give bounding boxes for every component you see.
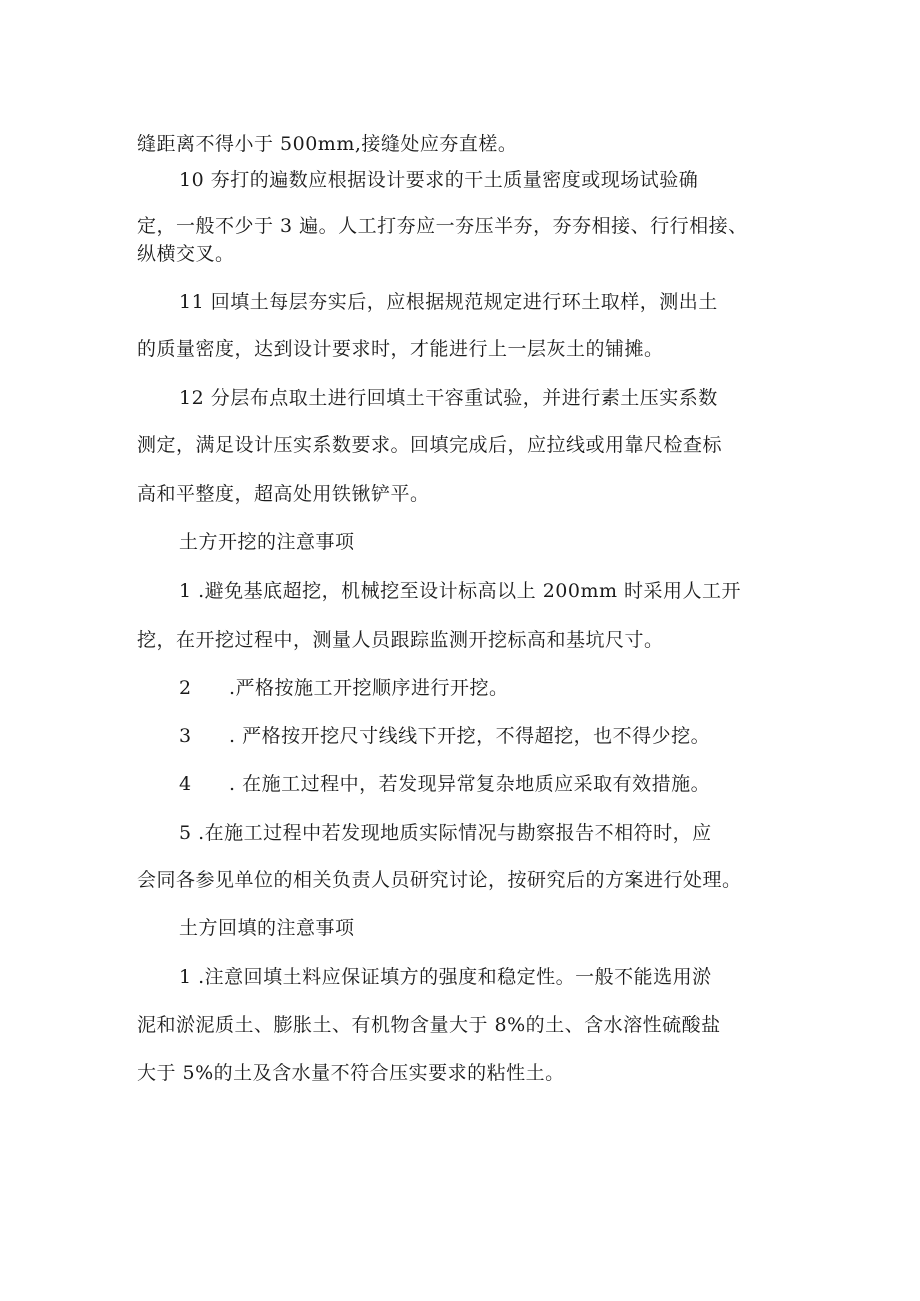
list-number: 4 (179, 773, 192, 795)
list-item-text: .严格按施工开挖顺序进行开挖。 (229, 677, 509, 699)
text-line: 高和平整度，超高处用铁锹铲平。 (137, 483, 430, 505)
text-line: 11 回填土每层夯实后，应根据规范规定进行环土取样，测出土 (179, 291, 718, 313)
text-line: 挖，在开挖过程中，测量人员跟踪监测开挖标高和基坑尺寸。 (137, 629, 664, 651)
text-line: 的质量密度，达到设计要求时，才能进行上一层灰土的铺摊。 (137, 338, 664, 360)
section-heading: 土方开挖的注意事项 (179, 531, 355, 553)
text-line: 1 .避免基底超挖，机械挖至设计标高以上 200mm 时采用人工开 (179, 580, 742, 602)
list-item-text: . 在施工过程中，若发现异常复杂地质应采取有效措施。 (229, 773, 711, 795)
list-item (179, 723, 710, 749)
list-item-text: . 严格按开挖尺寸线线下开挖，不得超挖，也不得少挖。 (229, 725, 711, 747)
text-line: 5 .在施工过程中若发现地质实际情况与勘察报告不相符时，应 (179, 822, 712, 844)
text-line: 1 .注意回填土料应保证填方的强度和稳定性。一般不能选用淤 (179, 966, 712, 988)
text-line: 10 夯打的遍数应根据设计要求的干土质量密度或现场试验确 (179, 169, 699, 191)
text-line: 泥和淤泥质土、膨胀土、有机物含量大于 8%的土、含水溶性硫酸盐 (137, 1014, 721, 1036)
text-line: 缝距离不得小于 500mm,接缝处应夯直槎。 (137, 133, 518, 155)
list-item (179, 675, 509, 701)
text-line: 大于 5%的土及含水量不符合压实要求的粘性土。 (137, 1062, 565, 1084)
text-line: 定，一般不少于 3 遍。人工打夯应一夯压半夯，夯夯相接、行行相接、 (137, 215, 748, 237)
text-line: 纵横交叉。 (137, 243, 235, 265)
list-number: 2 (179, 677, 192, 699)
list-number: 3 (179, 725, 192, 747)
text-line: 会同各参见单位的相关负责人员研究讨论，按研究后的方案进行处理。 (137, 869, 742, 891)
section-heading: 土方回填的注意事项 (179, 917, 355, 939)
list-item (179, 771, 710, 797)
text-line: 测定，满足设计压实系数要求。回填完成后，应拉线或用靠尺检查标 (137, 434, 723, 456)
text-line: 12 分层布点取土进行回填土干容重试验，并进行素土压实系数 (179, 387, 718, 409)
